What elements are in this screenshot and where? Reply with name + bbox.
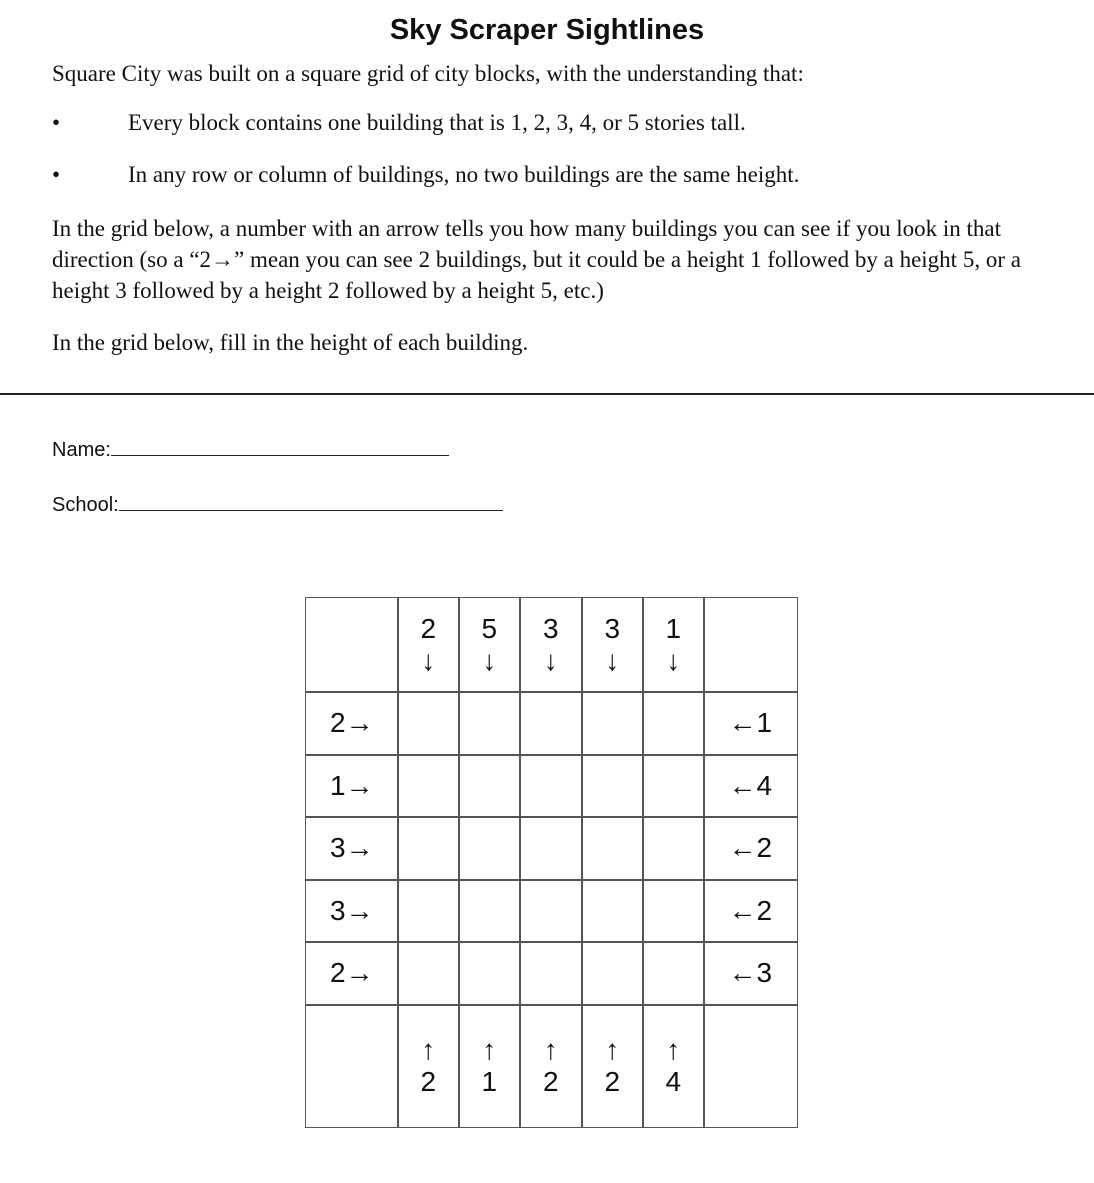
name-line[interactable] — [111, 437, 449, 456]
left-arrow-icon: ← — [728, 957, 757, 989]
building-cell[interactable] — [519, 816, 583, 881]
right-clue — [703, 754, 798, 818]
left-arrow-icon: ← — [728, 707, 757, 739]
corner-cell — [703, 1004, 798, 1128]
page-title: Sky Scraper Sightlines — [389, 14, 705, 46]
left-clue — [305, 941, 399, 1006]
bottom-clue — [642, 1004, 705, 1128]
building-cell[interactable] — [581, 816, 644, 881]
clue-number: 2 — [329, 707, 346, 739]
name-label: Name: — [52, 439, 111, 461]
bottom-clue — [581, 1004, 644, 1128]
name-field[interactable] — [52, 437, 449, 462]
skyscraper-grid — [305, 597, 796, 1126]
left-arrow-icon: ← — [728, 769, 757, 801]
right-arrow-icon: → — [345, 957, 374, 989]
top-clue — [581, 597, 644, 693]
school-field[interactable] — [52, 492, 503, 517]
bottom-clue — [458, 1004, 521, 1128]
building-cell[interactable] — [458, 754, 521, 818]
right-arrow-icon: → — [345, 707, 374, 739]
building-cell[interactable] — [397, 879, 460, 943]
bullet-dot: • — [52, 110, 61, 135]
right-clue — [703, 816, 798, 881]
building-cell[interactable] — [458, 816, 521, 881]
building-cell[interactable] — [519, 691, 583, 756]
down-arrow-icon: ↓ — [666, 644, 681, 676]
clue-number: 1 — [756, 707, 773, 739]
bullet-dot: • — [52, 162, 61, 187]
intro-text: Square City was built on a square grid of city blocks, with the understanding that: — [52, 61, 804, 86]
clue-number: 3 — [329, 832, 346, 864]
building-cell[interactable] — [458, 941, 521, 1006]
right-clue — [703, 879, 798, 943]
corner-cell — [305, 597, 399, 693]
instructions-text: In the grid below, a number with an arrow tells you how many buildings you can see if you look in that direction (so a “2→” mean you can see 2 buildings, but it could be a height 1 followed by a height 5, or a height 3 followed by a height 2 followed by a height 5, etc.) — [52, 216, 1021, 303]
right-clue — [703, 941, 798, 1006]
top-clue — [642, 597, 705, 693]
building-cell[interactable] — [642, 816, 705, 881]
building-cell[interactable] — [581, 754, 644, 818]
down-arrow-icon: ↓ — [543, 644, 558, 676]
building-cell[interactable] — [458, 879, 521, 943]
right-arrow-icon: → — [345, 832, 374, 864]
clue-number: 2 — [420, 612, 437, 644]
building-cell[interactable] — [581, 941, 644, 1006]
building-cell[interactable] — [519, 754, 583, 818]
down-arrow-icon: ↓ — [421, 644, 436, 676]
left-arrow-icon: ← — [728, 894, 757, 926]
left-clue — [305, 691, 399, 756]
clue-number: 4 — [665, 1065, 682, 1097]
building-cell[interactable] — [519, 879, 583, 943]
corner-cell — [703, 597, 798, 693]
building-cell[interactable] — [581, 879, 644, 943]
school-line[interactable] — [119, 492, 503, 511]
clue-number: 2 — [756, 894, 773, 926]
bottom-clue — [397, 1004, 460, 1128]
bullet-text: Every block contains one building that is 1, 2, 3, 4, or 5 stories tall. — [128, 110, 746, 135]
bullet-text: In any row or column of buildings, no two buildings are the same height. — [128, 162, 800, 187]
top-clue — [519, 597, 583, 693]
clue-number: 3 — [329, 894, 346, 926]
left-clue — [305, 816, 399, 881]
clue-number: 2 — [420, 1065, 437, 1097]
down-arrow-icon: ↓ — [605, 644, 620, 676]
clue-number: 1 — [329, 769, 346, 801]
left-clue — [305, 879, 399, 943]
building-cell[interactable] — [397, 691, 460, 756]
building-cell[interactable] — [642, 879, 705, 943]
clue-number: 2 — [329, 957, 346, 989]
building-cell[interactable] — [458, 691, 521, 756]
clue-number: 4 — [756, 769, 773, 801]
clue-number: 2 — [542, 1065, 559, 1097]
corner-cell — [305, 1004, 399, 1128]
clue-number: 3 — [604, 612, 621, 644]
right-clue — [703, 691, 798, 756]
up-arrow-icon: ↑ — [543, 1033, 558, 1065]
up-arrow-icon: ↑ — [421, 1033, 436, 1065]
building-cell[interactable] — [642, 691, 705, 756]
task-text: In the grid below, fill in the height of each building. — [52, 330, 529, 355]
top-clue — [397, 597, 460, 693]
building-cell[interactable] — [397, 816, 460, 881]
building-cell[interactable] — [581, 691, 644, 756]
left-clue — [305, 754, 399, 818]
left-arrow-icon: ← — [728, 832, 757, 864]
building-cell[interactable] — [642, 941, 705, 1006]
clue-number: 3 — [542, 612, 559, 644]
building-cell[interactable] — [642, 754, 705, 818]
school-label: School: — [52, 494, 119, 516]
top-clue — [458, 597, 521, 693]
right-arrow-icon: → — [345, 894, 374, 926]
building-cell[interactable] — [397, 754, 460, 818]
bottom-clue — [519, 1004, 583, 1128]
clue-number: 5 — [481, 612, 498, 644]
building-cell[interactable] — [519, 941, 583, 1006]
building-cell[interactable] — [397, 941, 460, 1006]
clue-number: 1 — [665, 612, 682, 644]
clue-number: 1 — [481, 1065, 498, 1097]
divider-rule — [0, 393, 1094, 395]
clue-number: 2 — [604, 1065, 621, 1097]
clue-number: 3 — [756, 957, 773, 989]
up-arrow-icon: ↑ — [482, 1033, 497, 1065]
clue-number: 2 — [756, 832, 773, 864]
down-arrow-icon: ↓ — [482, 644, 497, 676]
right-arrow-icon: → — [345, 769, 374, 801]
up-arrow-icon: ↑ — [605, 1033, 620, 1065]
up-arrow-icon: ↑ — [666, 1033, 681, 1065]
